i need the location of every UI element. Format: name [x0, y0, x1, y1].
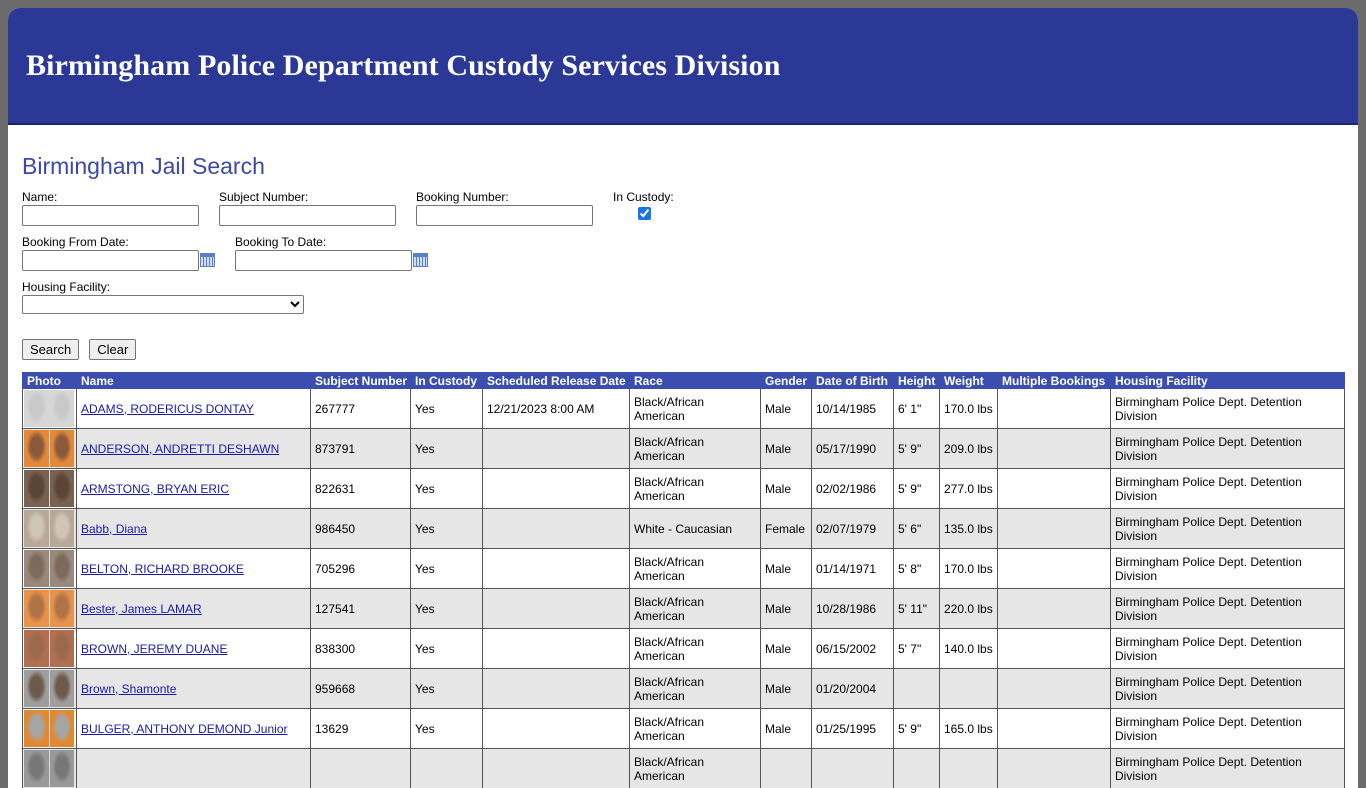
- race-cell: White - Caucasian: [630, 509, 761, 549]
- subject-cell: 267777: [311, 389, 411, 429]
- inmate-name-link[interactable]: ADAMS, RODERICUS DONTAY: [81, 402, 254, 416]
- inmate-name-link[interactable]: BULGER, ANTHONY DEMOND Junior: [81, 722, 288, 736]
- weight-cell: 135.0 lbs: [940, 509, 998, 549]
- table-header-row: [23, 373, 1345, 389]
- multiple-cell: [998, 469, 1111, 509]
- dob-cell: 06/15/2002: [812, 629, 894, 669]
- multiple-cell: [998, 509, 1111, 549]
- mugshot-thumbnail[interactable]: [24, 590, 74, 627]
- height-cell: [894, 749, 940, 788]
- table-row: [23, 749, 1345, 788]
- mugshot-thumbnail[interactable]: [24, 510, 74, 547]
- release-cell: [483, 629, 630, 669]
- race-cell: Black/African American: [630, 389, 761, 429]
- subject-field-group: [219, 185, 396, 226]
- name-cell: [77, 429, 311, 469]
- table-row: [23, 389, 1345, 429]
- facility-cell: Birmingham Police Dept. Detention Division: [1111, 669, 1345, 709]
- gender-cell: Male: [761, 469, 812, 509]
- name-cell: [77, 469, 311, 509]
- column-header: Height: [894, 373, 940, 389]
- custody-cell: Yes: [411, 509, 483, 549]
- inmate-name-link[interactable]: BELTON, RICHARD BROOKE: [81, 562, 244, 576]
- dob-cell: 10/28/1986: [812, 589, 894, 629]
- gender-cell: Male: [761, 589, 812, 629]
- custody-field-group: [613, 185, 674, 220]
- height-cell: 5' 11": [894, 589, 940, 629]
- results-table: [22, 372, 1345, 788]
- subject-cell: 873791: [311, 429, 411, 469]
- mugshot-thumbnail[interactable]: [24, 750, 74, 787]
- multiple-cell: [998, 749, 1111, 788]
- photo-cell: [23, 509, 77, 549]
- dob-cell: [812, 749, 894, 788]
- inmate-name-link[interactable]: ARMSTONG, BRYAN ERIC: [81, 482, 229, 496]
- mugshot-thumbnail[interactable]: [24, 710, 74, 747]
- weight-cell: 165.0 lbs: [940, 709, 998, 749]
- release-cell: [483, 429, 630, 469]
- dob-cell: 01/25/1995: [812, 709, 894, 749]
- column-header: Date of Birth: [812, 373, 894, 389]
- gender-cell: Female: [761, 509, 812, 549]
- photo-cell: [23, 669, 77, 709]
- weight-cell: 140.0 lbs: [940, 629, 998, 669]
- name-cell: [77, 669, 311, 709]
- column-header: Race: [630, 373, 761, 389]
- race-cell: Black/African American: [630, 469, 761, 509]
- weight-cell: 277.0 lbs: [940, 469, 998, 509]
- facility-cell: Birmingham Police Dept. Detention Division: [1111, 749, 1345, 788]
- facility-field-group: [22, 275, 304, 314]
- to-date-field-group: [235, 230, 428, 271]
- race-cell: Black/African American: [630, 709, 761, 749]
- custody-cell: Yes: [411, 469, 483, 509]
- photo-cell: [23, 749, 77, 788]
- mugshot-thumbnail[interactable]: [24, 470, 74, 507]
- multiple-cell: [998, 549, 1111, 589]
- table-row: [23, 429, 1345, 469]
- column-header: Multiple Bookings: [998, 373, 1111, 389]
- dob-cell: 02/07/1979: [812, 509, 894, 549]
- dob-cell: 01/20/2004: [812, 669, 894, 709]
- column-header: Gender: [761, 373, 812, 389]
- facility-cell: Birmingham Police Dept. Detention Division: [1111, 709, 1345, 749]
- gender-cell: Male: [761, 669, 812, 709]
- subject-cell: [311, 749, 411, 788]
- release-cell: [483, 749, 630, 788]
- race-cell: Black/African American: [630, 669, 761, 709]
- release-cell: 12/21/2023 8:00 AM: [483, 389, 630, 429]
- photo-cell: [23, 389, 77, 429]
- mugshot-thumbnail[interactable]: [24, 550, 74, 587]
- custody-cell: Yes: [411, 589, 483, 629]
- name-field-group: [22, 185, 199, 226]
- subject-cell: 959668: [311, 669, 411, 709]
- custody-cell: Yes: [411, 709, 483, 749]
- facility-cell: Birmingham Police Dept. Detention Division: [1111, 629, 1345, 669]
- race-cell: Black/African American: [630, 429, 761, 469]
- column-header: Subject Number: [311, 373, 411, 389]
- table-row: [23, 509, 1345, 549]
- custody-cell: Yes: [411, 669, 483, 709]
- release-cell: [483, 589, 630, 629]
- mugshot-thumbnail[interactable]: [24, 390, 74, 427]
- name-cell: [77, 589, 311, 629]
- search-button[interactable]: Search: [22, 339, 79, 360]
- housing-facility-select[interactable]: [22, 295, 304, 314]
- multiple-cell: [998, 669, 1111, 709]
- search-form-row-2: [22, 230, 1344, 275]
- facility-cell: Birmingham Police Dept. Detention Division: [1111, 389, 1345, 429]
- multiple-cell: [998, 389, 1111, 429]
- in-custody-label: In Custody:: [613, 190, 674, 205]
- subject-cell: 838300: [311, 629, 411, 669]
- gender-cell: Male: [761, 709, 812, 749]
- booking-field-group: [416, 185, 593, 226]
- photo-cell: [23, 709, 77, 749]
- column-header: In Custody: [411, 373, 483, 389]
- gender-cell: Male: [761, 629, 812, 669]
- mugshot-thumbnail[interactable]: [24, 670, 74, 707]
- mugshot-thumbnail[interactable]: [24, 630, 74, 667]
- dob-cell: 02/02/1986: [812, 469, 894, 509]
- height-cell: [894, 669, 940, 709]
- search-form-row-1: [22, 185, 1344, 230]
- header-banner: [8, 8, 1358, 125]
- gender-cell: Male: [761, 389, 812, 429]
- release-cell: [483, 549, 630, 589]
- form-buttons: [22, 339, 1344, 361]
- race-cell: Black/African American: [630, 629, 761, 669]
- custody-cell: Yes: [411, 389, 483, 429]
- subject-cell: 822631: [311, 469, 411, 509]
- height-cell: 5' 8": [894, 549, 940, 589]
- facility-cell: Birmingham Police Dept. Detention Division: [1111, 469, 1345, 509]
- column-header: Weight: [940, 373, 998, 389]
- release-cell: [483, 509, 630, 549]
- subject-number-label: Subject Number:: [219, 190, 396, 205]
- calendar-icon[interactable]: [413, 253, 428, 267]
- booking-to-date-input[interactable]: [235, 250, 412, 271]
- release-cell: [483, 709, 630, 749]
- release-cell: [483, 669, 630, 709]
- table-row: [23, 709, 1345, 749]
- gender-cell: Male: [761, 429, 812, 469]
- table-row: [23, 589, 1345, 629]
- height-cell: 5' 6": [894, 509, 940, 549]
- custody-cell: Yes: [411, 429, 483, 469]
- multiple-cell: [998, 629, 1111, 669]
- booking-from-date-label: Booking From Date:: [22, 235, 215, 250]
- column-header: Photo: [23, 373, 77, 389]
- booking-from-date-input[interactable]: [22, 250, 199, 271]
- race-cell: Black/African American: [630, 549, 761, 589]
- custody-cell: [411, 749, 483, 788]
- multiple-cell: [998, 429, 1111, 469]
- photo-cell: [23, 549, 77, 589]
- subject-number-input[interactable]: [219, 205, 396, 226]
- column-header: Scheduled Release Date: [483, 373, 630, 389]
- facility-cell: Birmingham Police Dept. Detention Division: [1111, 549, 1345, 589]
- photo-cell: [23, 629, 77, 669]
- from-date-field-group: [22, 230, 215, 271]
- dob-cell: 05/17/1990: [812, 429, 894, 469]
- page-title: Birmingham Jail Search: [22, 153, 1344, 185]
- table-body: [23, 389, 1345, 788]
- dob-cell: 01/14/1971: [812, 549, 894, 589]
- multiple-cell: [998, 589, 1111, 629]
- housing-facility-label: Housing Facility:: [22, 280, 304, 295]
- booking-to-date-label: Booking To Date:: [235, 235, 428, 250]
- height-cell: 5' 9": [894, 429, 940, 469]
- weight-cell: [940, 749, 998, 788]
- name-cell: [77, 389, 311, 429]
- custody-cell: Yes: [411, 549, 483, 589]
- column-header: Name: [77, 373, 311, 389]
- facility-cell: Birmingham Police Dept. Detention Division: [1111, 509, 1345, 549]
- inmate-name-link[interactable]: Bester, James LAMAR: [81, 602, 202, 616]
- gender-cell: [761, 749, 812, 788]
- race-cell: Black/African American: [630, 749, 761, 788]
- height-cell: 6' 1": [894, 389, 940, 429]
- facility-cell: Birmingham Police Dept. Detention Division: [1111, 589, 1345, 629]
- name-cell: [77, 509, 311, 549]
- release-cell: [483, 469, 630, 509]
- table-row: [23, 669, 1345, 709]
- weight-cell: 170.0 lbs: [940, 549, 998, 589]
- subject-cell: 986450: [311, 509, 411, 549]
- in-custody-checkbox[interactable]: [638, 207, 651, 220]
- height-cell: 5' 9": [894, 469, 940, 509]
- name-input[interactable]: [22, 205, 199, 226]
- name-cell: [77, 749, 311, 788]
- search-form-row-3: [22, 275, 1344, 317]
- table-row: [23, 629, 1345, 669]
- subject-cell: 127541: [311, 589, 411, 629]
- inmate-name-link[interactable]: Brown, Shamonte: [81, 682, 176, 696]
- photo-cell: [23, 589, 77, 629]
- subject-cell: 705296: [311, 549, 411, 589]
- weight-cell: [940, 669, 998, 709]
- photo-cell: [23, 469, 77, 509]
- name-label: Name:: [22, 190, 199, 205]
- calendar-icon[interactable]: [200, 253, 215, 267]
- weight-cell: 170.0 lbs: [940, 389, 998, 429]
- table-row: [23, 549, 1345, 589]
- multiple-cell: [998, 709, 1111, 749]
- browser-page: [8, 8, 1358, 788]
- race-cell: Black/African American: [630, 589, 761, 629]
- name-cell: [77, 709, 311, 749]
- department-title: Birmingham Police Department Custody Services Division: [26, 49, 781, 83]
- dob-cell: 10/14/1985: [812, 389, 894, 429]
- booking-number-label: Booking Number:: [416, 190, 593, 205]
- clear-button[interactable]: Clear: [89, 339, 136, 360]
- custody-cell: Yes: [411, 629, 483, 669]
- booking-number-input[interactable]: [416, 205, 593, 226]
- inmate-name-link[interactable]: Babb, Diana: [81, 522, 147, 536]
- inmate-name-link[interactable]: BROWN, JEREMY DUANE: [81, 642, 227, 656]
- name-cell: [77, 629, 311, 669]
- mugshot-thumbnail[interactable]: [24, 430, 74, 467]
- name-cell: [77, 549, 311, 589]
- main-content: [8, 153, 1358, 788]
- table-row: [23, 469, 1345, 509]
- weight-cell: 220.0 lbs: [940, 589, 998, 629]
- inmate-name-link[interactable]: ANDERSON, ANDRETTI DESHAWN: [81, 442, 279, 456]
- height-cell: 5' 9": [894, 709, 940, 749]
- column-header: Housing Facility: [1111, 373, 1345, 389]
- subject-cell: 13629: [311, 709, 411, 749]
- facility-cell: Birmingham Police Dept. Detention Division: [1111, 429, 1345, 469]
- weight-cell: 209.0 lbs: [940, 429, 998, 469]
- height-cell: 5' 7": [894, 629, 940, 669]
- gender-cell: Male: [761, 549, 812, 589]
- photo-cell: [23, 429, 77, 469]
